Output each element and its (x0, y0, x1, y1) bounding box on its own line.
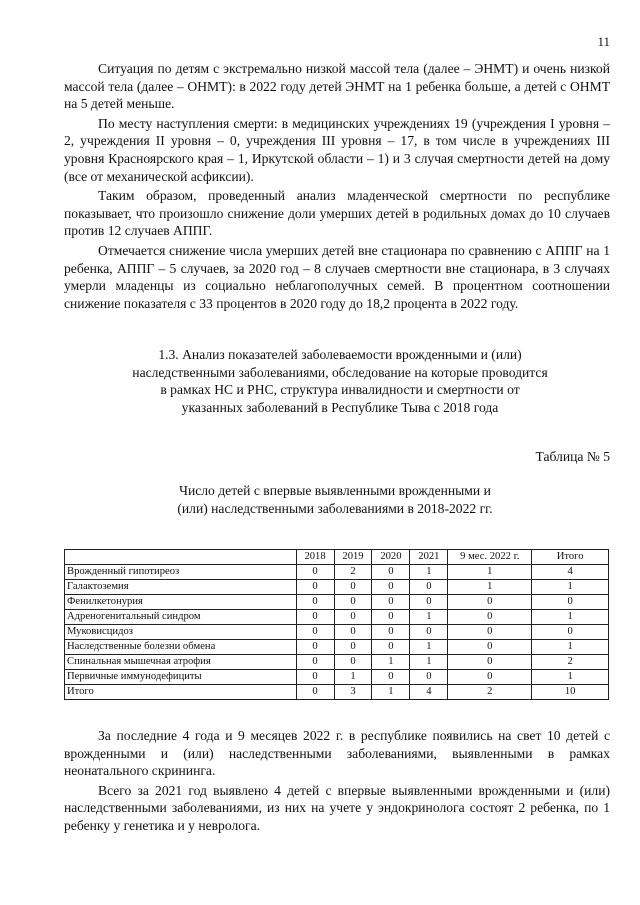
paragraph: Ситуация по детям с экстремально низкой массой тела (далее – ЭНМТ) и очень низкой массой тела (далее – ОНМТ): в 2022 году детей ЭНМТ на 1 ребенка больше, а детей с ОНМТ на 5 детей меньше. (64, 61, 610, 112)
table-header-cell: 2019 (334, 550, 372, 565)
table-row-label: Фенилкетонурия (65, 595, 297, 610)
table-row-label: Муковисцидоз (65, 625, 297, 640)
table-cell: 2 (532, 655, 609, 670)
table-row (65, 610, 609, 625)
table-cell: 1 (372, 685, 410, 700)
table-cell: 0 (334, 610, 372, 625)
table-cell: 0 (448, 670, 532, 685)
table-cell: 1 (448, 565, 532, 580)
table-cell: 1 (532, 670, 609, 685)
table-cell: 10 (532, 685, 609, 700)
table-cell: 0 (296, 670, 334, 685)
table-cell: 0 (296, 640, 334, 655)
table-cell: 0 (296, 625, 334, 640)
data-table (64, 549, 609, 700)
table-cell: 0 (334, 625, 372, 640)
table-cell: 2 (448, 685, 532, 700)
table-cell: 0 (372, 640, 410, 655)
table-cell: 0 (448, 625, 532, 640)
table-cell: 0 (296, 610, 334, 625)
table-cell: 0 (372, 610, 410, 625)
table-cell: 1 (448, 580, 532, 595)
table-cell: 1 (410, 655, 448, 670)
table-cell: 1 (532, 610, 609, 625)
table-cell: 0 (372, 625, 410, 640)
table-number: Таблица № 5 (535, 449, 610, 464)
table-cell: 0 (410, 670, 448, 685)
after-text (64, 727, 610, 837)
table-cell: 1 (410, 565, 448, 580)
table-row (65, 580, 609, 595)
section-heading: 1.3. Анализ показателей заболеваемости врожденными и (или) наследственными заболеваниями, обследование на которые проводится в рамках НС и РНС, структура инвалидности и смертности от указанных заболеваний в Республике Тыва с 2018 года (132, 347, 548, 415)
table-cell: 0 (334, 580, 372, 595)
table-cell: 4 (532, 565, 609, 580)
table-row-label: Галактоземия (65, 580, 297, 595)
paragraph: Всего за 2021 год выявлено 4 детей с впервые выявленными врожденными и (или) наследственными заболеваниями, из них на учете у эндокринолога состоят 2 ребенка, по 1 ребенку у генетика и у невролога. (64, 782, 610, 833)
table-row (65, 685, 609, 700)
table-cell: 0 (296, 565, 334, 580)
table-cell: 1 (372, 655, 410, 670)
table-row (65, 640, 609, 655)
table-cell: 0 (410, 595, 448, 610)
table-row-label: Первичные иммунодефициты (65, 670, 297, 685)
table-cell: 0 (296, 580, 334, 595)
table-row (65, 655, 609, 670)
table-cell: 0 (372, 565, 410, 580)
table-row-label: Спинальная мышечная атрофия (65, 655, 297, 670)
table-cell: 3 (334, 685, 372, 700)
table-row (65, 670, 609, 685)
page-number: 11 (597, 34, 610, 49)
table-cell: 4 (410, 685, 448, 700)
table-cell: 0 (334, 640, 372, 655)
table-row (65, 565, 609, 580)
table-cell: 0 (448, 610, 532, 625)
table-cell: 2 (334, 565, 372, 580)
table-cell: 0 (448, 655, 532, 670)
table-header-cell: 9 мес. 2022 г. (448, 550, 532, 565)
table-header-cell: Итого (532, 550, 609, 565)
table-cell: 1 (532, 580, 609, 595)
paragraph: По месту наступления смерти: в медицинских учреждениях 19 (учреждения I уровня – 2, учреждения II уровня – 0, учреждения III уровня – 17, в том числе в учреждениях III уровня Красноярского края – 1, Иркутской области – 1) и 3 случая смертности детей на дому (все от механической асфиксии). (64, 115, 610, 184)
table-header-row (65, 550, 609, 565)
table-row (65, 625, 609, 640)
body-text (64, 60, 610, 314)
table-cell: 0 (410, 625, 448, 640)
table-cell: 0 (372, 580, 410, 595)
table-cell: 0 (296, 685, 334, 700)
table-row-label: Адреногенитальный синдром (65, 610, 297, 625)
table-cell: 0 (334, 655, 372, 670)
table-title: Число детей с впервые выявленными врожденными и (или) наследственными заболеваниями в 2018-2022 гг. (177, 483, 493, 516)
paragraph: Отмечается снижение числа умерших детей вне стационара по сравнению с АППГ на 1 ребенка, АППГ – 5 случаев, за 2020 год – 8 случаев смертности вне стационара, в 3 случаях умерли младенцы из социально неблагополучных семей. В процентном соотношении снижение показателя с 33 процентов в 2020 году до 18,2 процента в 2022 году. (64, 242, 610, 311)
table-cell: 0 (532, 595, 609, 610)
table-row-label: Врожденный гипотиреоз (65, 565, 297, 580)
table-row (65, 595, 609, 610)
table-cell: 0 (334, 595, 372, 610)
table-cell: 0 (532, 625, 609, 640)
table-cell: 0 (410, 580, 448, 595)
table-row-label: Итого (65, 685, 297, 700)
table-header-cell: 2021 (410, 550, 448, 565)
table-cell: 1 (532, 640, 609, 655)
table-cell: 0 (372, 595, 410, 610)
table-cell: 0 (448, 595, 532, 610)
table-cell: 0 (448, 640, 532, 655)
table-cell: 0 (296, 595, 334, 610)
table-cell: 1 (334, 670, 372, 685)
table-cell: 1 (410, 610, 448, 625)
table-header-cell: 2018 (296, 550, 334, 565)
table-cell: 0 (372, 670, 410, 685)
table-cell: 0 (296, 655, 334, 670)
paragraph: За последние 4 года и 9 месяцев 2022 г. в республике появились на свет 10 детей с врожденными и (или) наследственными заболеваниями, выявленными в рамках неонатального скрининга. (64, 728, 610, 779)
table-cell: 1 (410, 640, 448, 655)
table-header-cell (65, 550, 297, 565)
paragraph: Таким образом, проведенный анализ младенческой смертности по республике показывает, что произошло снижение доли умерших детей в родильных домах до 10 случаев против 12 случаев АППГ. (64, 188, 610, 239)
table-row-label: Наследственные болезни обмена (65, 640, 297, 655)
table-header-cell: 2020 (372, 550, 410, 565)
